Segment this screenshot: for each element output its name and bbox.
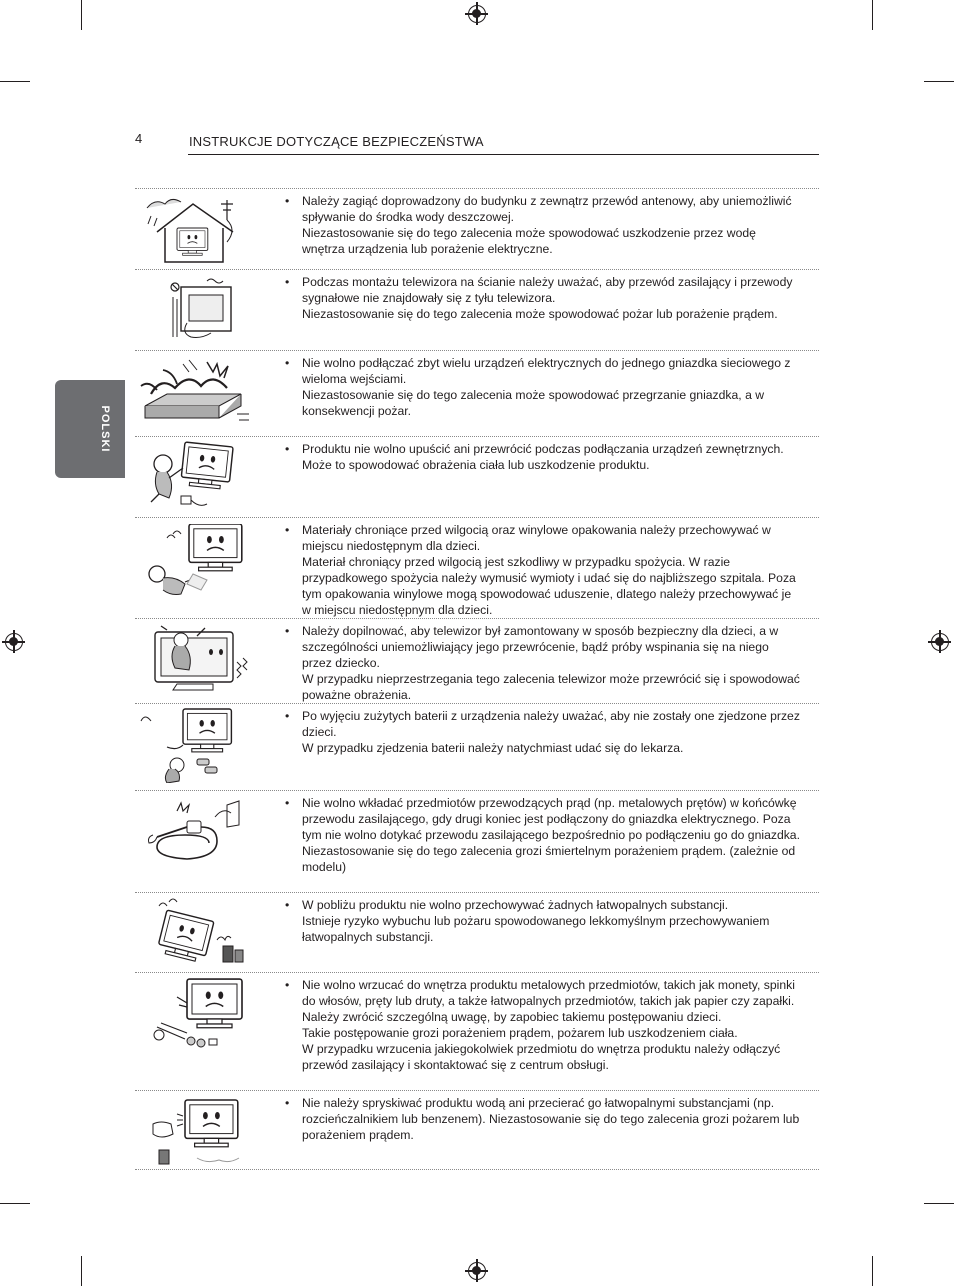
item-text: Nie należy spryskiwać produktu wodą ani przecierać go łatwopalnymi substancjami (np. rozcieńczalnikiem lub benzenem). Niezastosowanie się do tego zalecenia grozi pożarem lub porażeniem prądem. (302, 1096, 800, 1142)
crop-mark (81, 1256, 82, 1286)
crop-mark (0, 1203, 30, 1204)
item-text: Po wyjęciu zużytych baterii z urządzenia należy uważać, aby nie zostały one zjedzone przez dzieci. (302, 709, 800, 739)
safety-item (135, 790, 819, 892)
crop-mark (924, 81, 954, 82)
bullet: • (285, 194, 290, 208)
item-text: Niezastosowanie się do tego zalecenia może spowodować przegrzanie gniazdka, a w konsekwencji pożar. (302, 388, 765, 418)
item-text: Nie wolno podłączać zbyt wielu urządzeń elektrycznych do jednego gniazdka sieciowego z wieloma wejściami. (302, 356, 791, 386)
registration-mark-icon (5, 633, 23, 651)
bullet: • (285, 523, 290, 537)
crop-mark (0, 81, 30, 82)
item-text: Materiał chroniący przed wilgocią jest szkodliwy w przypadku spożycia. W razie przypadkowego spożycia należy wymusić wymioty i udać się do najbliższego szpitala. Poza tym opakowania winylowe mogą spowodować uduszenie, dlatego należy przechowywać je w miejscu niedostępnym dla dzieci. (302, 555, 796, 617)
item-text: Istnieje ryzyko wybuchu lub pożaru spowodowanego lekkomyślnym przechowywaniem łatwopalnych substancji. (302, 914, 770, 944)
wall-mount-cables-icon (137, 273, 249, 349)
bullet: • (285, 356, 290, 370)
crop-mark (924, 1203, 954, 1204)
item-text: W przypadku wrzucenia jakiegokolwiek przedmiotu do wnętrza produktu należy odłączyć przewód zasilający i skontaktować się z centrum obsługi. (302, 1042, 781, 1072)
safety-item (135, 972, 819, 1090)
page-number: 4 (135, 131, 143, 146)
item-text: W pobliżu produktu nie wolno przechowywać żadnych łatwopalnych substancji. (302, 898, 729, 912)
overloaded-socket-icon (137, 354, 249, 430)
item-text: W przypadku zjedzenia baterii należy natychmiast udać się do lekarza. (302, 741, 684, 755)
metal-rod-plug-icon (137, 797, 249, 873)
safety-item (135, 517, 819, 618)
language-tab-label: POLSKI (99, 405, 111, 453)
item-text: Podczas montażu telewizora na ścianie należy uważać, aby przewód zasilający i przewody sygnałowe nie znajdowały się z tyłu telewizora. (302, 275, 793, 305)
falling-tv-icon (137, 440, 249, 516)
item-text: Niezastosowanie się do tego zalecenia grozi śmiertelnym porażeniem prądem. (zależnie od modelu) (302, 844, 796, 874)
bullet: • (285, 442, 290, 456)
safety-item (135, 188, 819, 269)
crop-mark (872, 0, 873, 30)
item-text: Materiały chroniące przed wilgocią oraz winylowe opakowania należy przechowywać w miejscu niedostępnym dla dzieci. (302, 523, 771, 553)
child-climbing-tv-icon (137, 622, 249, 698)
bullet: • (285, 624, 290, 638)
spray-water-icon (137, 1094, 249, 1170)
item-text: Nie wolno wkładać przedmiotów przewodzących prąd (np. metalowych prętów) w końcówkę przewodu zasilającego, gdy drugi koniec jest podłączony do gniazdka elektrycznego. Poza tym nie wolno dotykać przewodu zasilającego bezpośrednio po podłączeniu go do gniazdka. (302, 796, 800, 842)
batteries-child-icon (137, 707, 249, 783)
bullet: • (285, 709, 290, 723)
bullet: • (285, 275, 290, 289)
crop-mark (872, 1256, 873, 1286)
safety-item (135, 618, 819, 703)
item-text: Należy zagiąć doprowadzony do budynku z zewnątrz przewód antenowy, aby uniemożliwić spływanie do środka wody deszczowej. (302, 194, 792, 224)
crop-mark (81, 0, 82, 30)
item-text: Niezastosowanie się do tego zalecenia może spowodować uszkodzenie przez wodę wnętrza urządzenia lub porażenie elektryczne. (302, 226, 756, 256)
item-text: Może to spowodować obrażenia ciała lub uszkodzenie produktu. (302, 458, 650, 472)
safety-item (135, 703, 819, 790)
language-tab (55, 380, 125, 478)
child-packaging-icon (137, 524, 249, 600)
bullet: • (285, 796, 290, 810)
bullet: • (285, 898, 290, 912)
item-text: Takie postępowanie grozi porażeniem prądem, pożarem lub uszkodzeniem ciała. (302, 1026, 738, 1040)
registration-mark-icon (468, 1262, 486, 1280)
item-text: W przypadku nieprzestrzegania tego zalecenia telewizor może przewrócić się i spowodować poważne obrażenia. (302, 672, 800, 702)
item-text: Nie wolno wrzucać do wnętrza produktu metalowych przedmiotów, takich jak monety, spinki do włosów, pręty lub druty, a także łatwopalnych przedmiotów, takich jak papier czy zapałki. Należy zwrócić szczególną uwagę, by zapobiec takiemu postępowaniu dzieci. (302, 978, 795, 1024)
item-text: Należy dopilnować, aby telewizor był zamontowany w sposób bezpieczny dla dzieci, a w szczególności uniemożliwiający jego przewrócenie, bądź próby wspinania się na niego przez dziecko. (302, 624, 779, 670)
section-title: INSTRUKCJE DOTYCZĄCE BEZPIECZEŃSTWA (189, 134, 484, 149)
bullet: • (285, 1096, 290, 1110)
antenna-house-icon (137, 192, 249, 268)
safety-item (135, 350, 819, 436)
item-text: Niezastosowanie się do tego zalecenia może spowodować pożar lub porażenie prądem. (302, 307, 778, 321)
safety-item (135, 436, 819, 517)
flammable-substances-icon (137, 896, 249, 972)
safety-item (135, 892, 819, 972)
safety-item (135, 269, 819, 350)
registration-mark-icon (468, 5, 486, 23)
metal-objects-inside-icon (137, 977, 249, 1053)
bullet: • (285, 978, 290, 992)
registration-mark-icon (931, 633, 949, 651)
safety-item (135, 1090, 819, 1170)
item-text: Produktu nie wolno upuścić ani przewrócić podczas podłączania urządzeń zewnętrznych. (302, 442, 784, 456)
header-divider (188, 154, 819, 155)
